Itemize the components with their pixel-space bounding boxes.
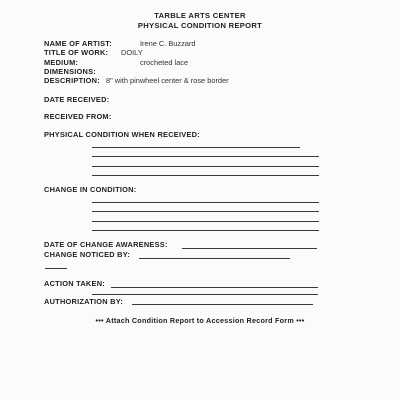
report-title: PHYSICAL CONDITION REPORT [137, 21, 263, 30]
title-value: DOILY [121, 48, 143, 57]
artist-label: NAME OF ARTIST: [44, 39, 112, 48]
org-name: TARBLE ARTS CENTER [154, 11, 246, 20]
medium-value: crocheted lace [140, 58, 189, 67]
dimensions-label: DIMENSIONS: [44, 67, 97, 76]
authorization-line [132, 304, 313, 305]
description-label: DESCRIPTION: [44, 76, 100, 85]
condition-line [92, 166, 319, 167]
date-change-label: DATE OF CHANGE AWARENESS: [44, 240, 168, 249]
change-noticed-label: CHANGE NOTICED BY: [44, 250, 131, 259]
action-taken-label: ACTION TAKEN: [44, 279, 105, 288]
condition-line [92, 147, 300, 148]
description-value: 8" with pinwheel center & rose border [106, 76, 229, 85]
action-line [111, 287, 318, 288]
physical-condition-label: PHYSICAL CONDITION WHEN RECEIVED: [44, 130, 200, 139]
change-noticed-line [139, 258, 290, 259]
action-line [92, 294, 318, 295]
condition-line [92, 156, 319, 157]
footer-note: ••• Attach Condition Report to Accession Record Form ••• [95, 316, 305, 325]
date-change-line [182, 248, 317, 249]
change-line [92, 221, 319, 222]
change-line [92, 230, 319, 231]
title-label: TITLE OF WORK: [44, 48, 109, 57]
artist-value: Irene C. Buzzard [140, 39, 196, 48]
date-received-label: DATE RECEIVED: [44, 95, 110, 104]
separator-line [45, 268, 67, 269]
change-condition-label: CHANGE IN CONDITION: [44, 185, 137, 194]
authorization-label: AUTHORIZATION BY: [44, 297, 124, 306]
change-line [92, 211, 319, 212]
condition-line [92, 175, 319, 176]
change-line [92, 202, 319, 203]
medium-label: MEDIUM: [44, 58, 79, 67]
received-from-label: RECEIVED FROM: [44, 112, 112, 121]
